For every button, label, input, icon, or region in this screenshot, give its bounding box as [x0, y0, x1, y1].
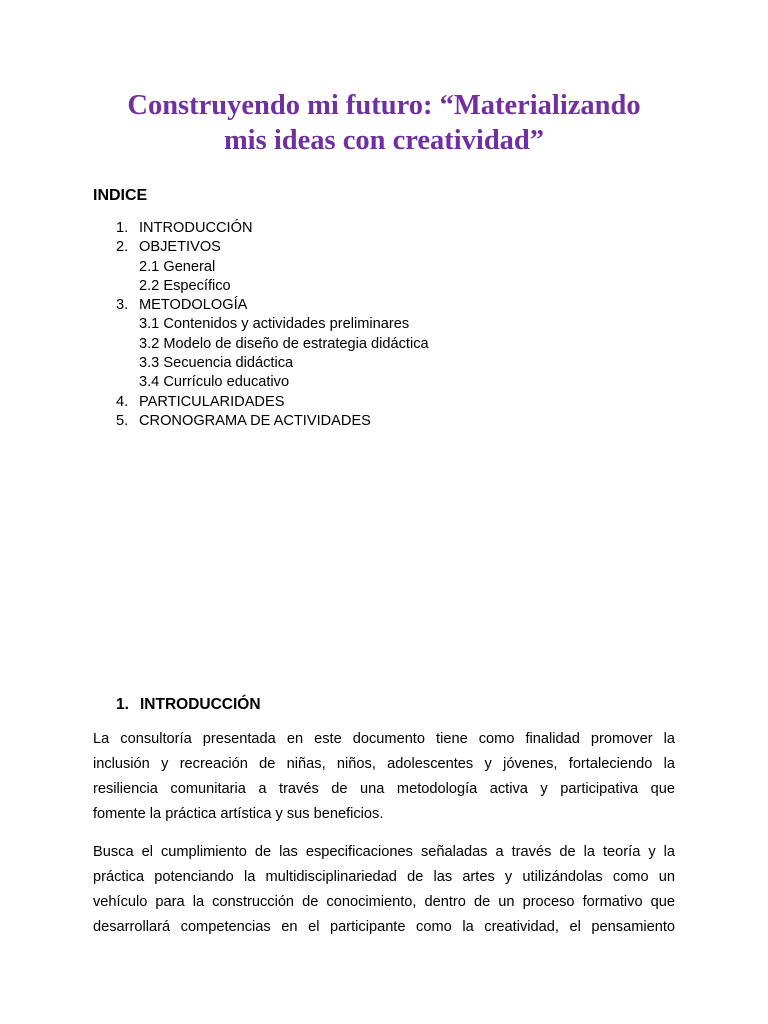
toc-item-number: 3.: [116, 297, 129, 314]
section-number: 1.: [116, 696, 129, 713]
document-title-line-1: Construyendo mi futuro: “Materializando: [127, 90, 641, 121]
toc-item-number: 1.: [116, 220, 129, 236]
toc-subitem: [0, 277, 768, 296]
paragraph-line: resiliencia comunitaria a través de una metodología activa y participativa que: [93, 781, 675, 797]
paragraph-line: desarrollará competencias en el participante como la creatividad, el pensamiento: [93, 919, 675, 935]
paragraph-line: La consultoría presentada en este documento tiene como finalidad promover la: [93, 731, 675, 747]
toc-subitem: [0, 315, 768, 334]
toc-item-text: PARTICULARIDADES: [139, 393, 285, 410]
toc-subitem: [0, 354, 768, 373]
section-title: INTRODUCCIÓN: [140, 696, 261, 713]
toc-item: [0, 238, 768, 257]
paragraph-line: vehículo para la construcción de conocimiento, dentro de un proceso formativo que: [93, 894, 675, 910]
toc-item-number: 5.: [116, 412, 129, 429]
document-title-line-2: mis ideas con creatividad”: [223, 125, 545, 156]
body-paragraph: [93, 840, 675, 940]
toc-subitem-text: 2.2 Específico: [139, 277, 231, 294]
paragraph-line: práctica potenciando la multidisciplinariedad de las artes y utilizándolas como un: [93, 869, 675, 885]
toc-item-text: INTRODUCCIÓN: [139, 220, 253, 236]
toc-item-text: OBJETIVOS: [139, 239, 221, 256]
body-paragraph: [93, 727, 675, 827]
toc-subitem: [0, 258, 768, 277]
paragraph-line: fomente la práctica artística y sus beneficios.: [93, 806, 384, 822]
table-of-contents: [0, 219, 768, 431]
toc-item-number: 2.: [116, 239, 129, 256]
toc-subitem-text: 3.2 Modelo de diseño de estrategia didáctica: [139, 335, 429, 352]
toc-subitem-text: 3.3 Secuencia didáctica: [139, 355, 294, 372]
toc-item: [0, 219, 768, 238]
toc-item: [0, 296, 768, 315]
section-heading-introduccion: [116, 695, 261, 715]
paragraph-line: inclusión y recreación de niñas, niños, adolescentes y jóvenes, fortaleciendo la: [93, 756, 675, 772]
toc-subitem: [0, 335, 768, 354]
toc-subitem-text: 3.4 Currículo educativo: [139, 374, 290, 391]
toc-item-number: 4.: [116, 393, 129, 410]
index-heading: INDICE: [93, 187, 148, 204]
paragraph-line: Busca el cumplimiento de las especificaciones señaladas a través de la teoría y la: [93, 844, 675, 860]
toc-item: [0, 412, 768, 431]
toc-item-text: METODOLOGÍA: [139, 297, 248, 314]
toc-subitem-text: 2.1 General: [139, 258, 216, 275]
toc-item-text: CRONOGRAMA DE ACTIVIDADES: [139, 412, 371, 429]
document-title: [60, 88, 708, 158]
toc-subitem: [0, 373, 768, 392]
toc-item: [0, 393, 768, 412]
toc-subitem-text: 3.1 Contenidos y actividades preliminares: [139, 316, 410, 333]
